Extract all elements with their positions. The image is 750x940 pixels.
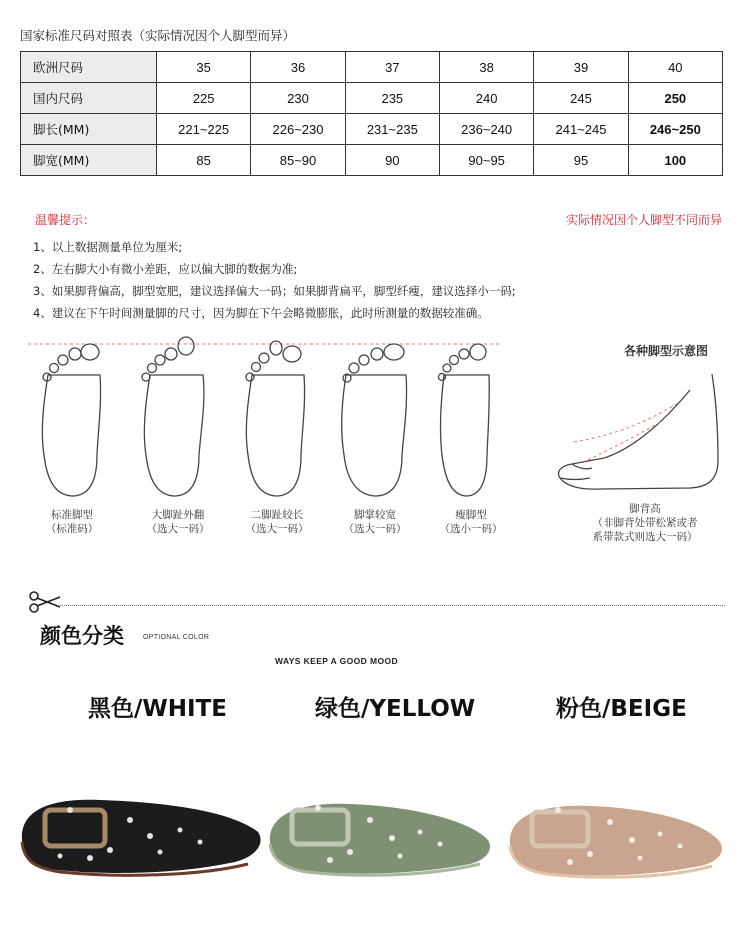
slipper-black-image (22, 800, 261, 875)
size-cell: 85 (157, 145, 251, 176)
size-cell: 221~225 (157, 114, 251, 145)
size-cell: 37 (345, 52, 439, 83)
variant-label-black: 黑色/WHITE (88, 696, 227, 722)
foot-side-view-icon (559, 374, 719, 489)
size-cell: 100 (628, 145, 722, 176)
size-table-row (21, 52, 723, 83)
slipper-green-image (270, 804, 490, 875)
size-table-row (21, 114, 723, 145)
color-section-subtitle: OPTIONAL COLOR (143, 634, 210, 641)
product-images (0, 780, 750, 890)
tip-item: 1、以上数据测量单位为厘米; (33, 240, 183, 254)
size-cell: 39 (534, 52, 628, 83)
size-cell: 90 (345, 145, 439, 176)
tips-list (33, 236, 516, 324)
motto-text: WAYS KEEP A GOOD MOOD (275, 656, 399, 666)
size-cell: 225 (157, 83, 251, 114)
tip-item: 3、如果脚背偏高，脚型宽肥，建议选择偏大一码；如果脚背扁平，脚型纤瘦，建议选择小一码; (33, 284, 516, 298)
foot-standard-icon (42, 344, 100, 496)
size-cell: 36 (251, 52, 345, 83)
side-view-caption: 脚背高 （非脚背处带松紧或者 系带款式则选大一码） (592, 503, 698, 543)
size-cell: 85~90 (251, 145, 345, 176)
tips-title: 温馨提示： (35, 213, 96, 227)
foot-long-second-toe-icon (246, 341, 305, 496)
foot-caption-long-toe: 二脚趾较长 （选大一码） (245, 509, 309, 535)
foot-slim-icon (439, 344, 490, 496)
slipper-beige-image (510, 806, 722, 877)
size-cell: 241~245 (534, 114, 628, 145)
foot-caption-bunion: 大脚趾外翻 （选大一码） (146, 509, 210, 535)
foot-caption-standard: 标准脚型 （标准码） (45, 509, 99, 535)
size-row-label: 欧洲尺码 (21, 52, 157, 83)
size-cell: 231~235 (345, 114, 439, 145)
size-cell: 230 (251, 83, 345, 114)
size-cell: 35 (157, 52, 251, 83)
variant-label-green: 绿色/YELLOW (315, 696, 476, 722)
foot-caption-slim: 瘦脚型 （选小一码） (439, 509, 503, 535)
size-cell: 90~95 (439, 145, 533, 176)
size-chart-table (20, 51, 723, 176)
side-view-title: 各种脚型示意图 (624, 344, 709, 358)
scissors-icon (28, 590, 64, 614)
size-table-row (21, 145, 723, 176)
section-divider (60, 605, 725, 606)
foot-bunion-icon (142, 337, 204, 496)
size-cell: 40 (628, 52, 722, 83)
size-row-label: 国内尺码 (21, 83, 157, 114)
size-cell: 240 (439, 83, 533, 114)
tip-item: 4、建议在下午时间测量脚的尺寸，因为脚在下午会略微膨胀，此时所测量的数据较准确。 (33, 306, 489, 320)
size-cell: 236~240 (439, 114, 533, 145)
size-cell: 226~230 (251, 114, 345, 145)
size-cell: 38 (439, 52, 533, 83)
size-row-label: 脚长(MM) (21, 114, 157, 145)
tips-right-note: 实际情况因个人脚型不同而异 (565, 213, 722, 227)
size-cell: 235 (345, 83, 439, 114)
tip-item: 2、左右脚大小有微小差距，应以偏大脚的数据为准; (33, 262, 298, 276)
variant-label-beige: 粉色/BEIGE (556, 696, 687, 722)
size-table-row (21, 83, 723, 114)
foot-wide-icon (342, 344, 407, 496)
foot-caption-wide: 脚掌较宽 （选大一码） (343, 509, 407, 535)
size-chart-title: 国家标准尺码对照表（实际情况因个人脚型而异） (20, 28, 296, 43)
size-cell: 95 (534, 145, 628, 176)
size-cell: 245 (534, 83, 628, 114)
color-section-title: 颜色分类 (40, 624, 124, 648)
size-cell: 250 (628, 83, 722, 114)
size-row-label: 脚宽(MM) (21, 145, 157, 176)
size-cell: 246~250 (628, 114, 722, 145)
